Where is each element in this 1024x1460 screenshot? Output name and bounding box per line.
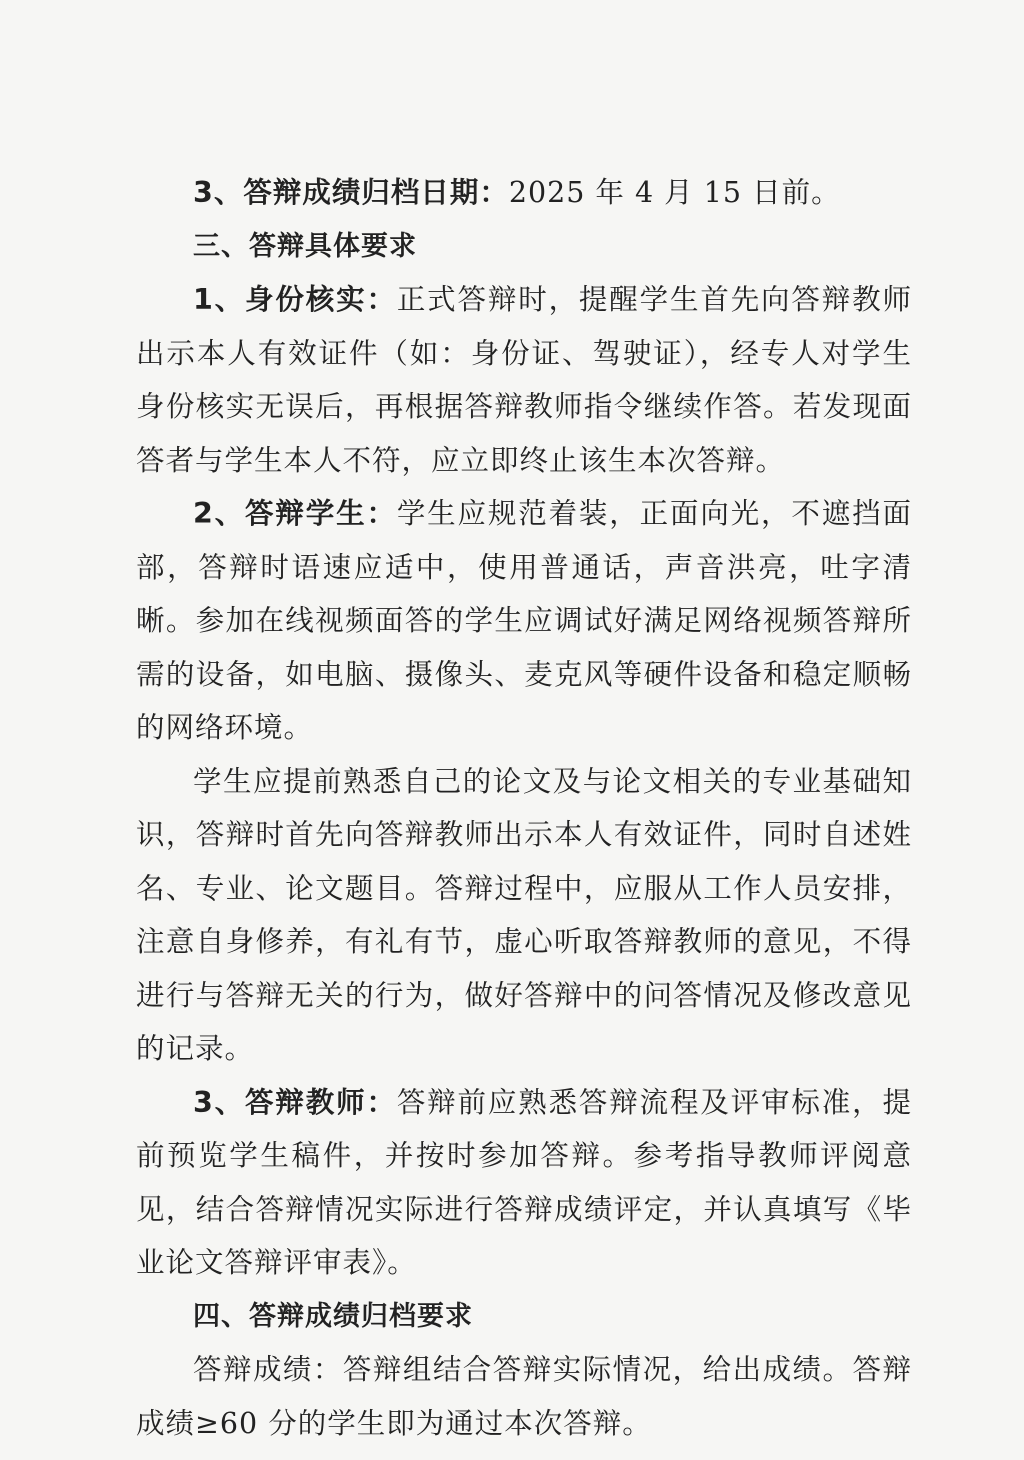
- teacher-lead: 3、答辩教师：: [193, 1085, 397, 1119]
- archive-date-text: 2025 年 4 月 15 日前。: [508, 176, 841, 209]
- section-heading-requirements: 三、答辩具体要求: [193, 230, 417, 262]
- student-text: 学生应规范着装，正面向光，不遮挡面部，答辩时语速应适中，使用普通话，声音洪亮，吐字清晰。参加在线视频面答的学生应调试好满足网络视频答辩所需的设备，如电脑、摄像头、麦克风等硬件设备和稳定顺畅的网络环境。: [136, 497, 912, 744]
- student-conduct-paragraph: 学生应提前熟悉自己的论文及与论文相关的专业基础知识，答辩时首先向答辩教师出示本人有效证件，同时自述姓名、专业、论文题目。答辩过程中，应服从工作人员安排，注意自身修养，有礼有节，虚心听取答辩教师的意见，不得进行与答辩无关的行为，做好答辩中的问答情况及修改意见的记录。: [136, 764, 912, 1065]
- identity-check-text: 正式答辩时，提醒学生首先向答辩教师出示本人有效证件（如：身份证、驾驶证），经专人对学生身份核实无误后，再根据答辩教师指令继续作答。若发现面答者与学生本人不符，应立即终止该生本次答辩。: [136, 283, 912, 477]
- archive-date-lead: 3、答辩成绩归档日期：: [193, 176, 509, 209]
- section-heading-archive: 四、答辩成绩归档要求: [193, 1300, 473, 1332]
- score-paragraph: 答辩成绩：答辩组结合答辩实际情况，给出成绩。答辩成绩≥60 分的学生即为通过本次答辩。: [136, 1353, 912, 1440]
- identity-check-lead: 1、身份核实：: [193, 283, 397, 316]
- student-lead: 2、答辩学生：: [193, 497, 397, 530]
- teacher-text: 答辩前应熟悉答辩流程及评审标准，提前预览学生稿件，并按时参加答辩。参考指导教师评阅意见，结合答辩情况实际进行答辩成绩评定，并认真填写《毕业论文答辩评审表》。: [136, 1085, 912, 1279]
- teacher-paragraph: [136, 1076, 912, 1290]
- identity-check-paragraph: [136, 273, 912, 487]
- document-body: [136, 166, 912, 1450]
- archive-date-paragraph: [136, 166, 912, 220]
- student-paragraph: [136, 487, 912, 755]
